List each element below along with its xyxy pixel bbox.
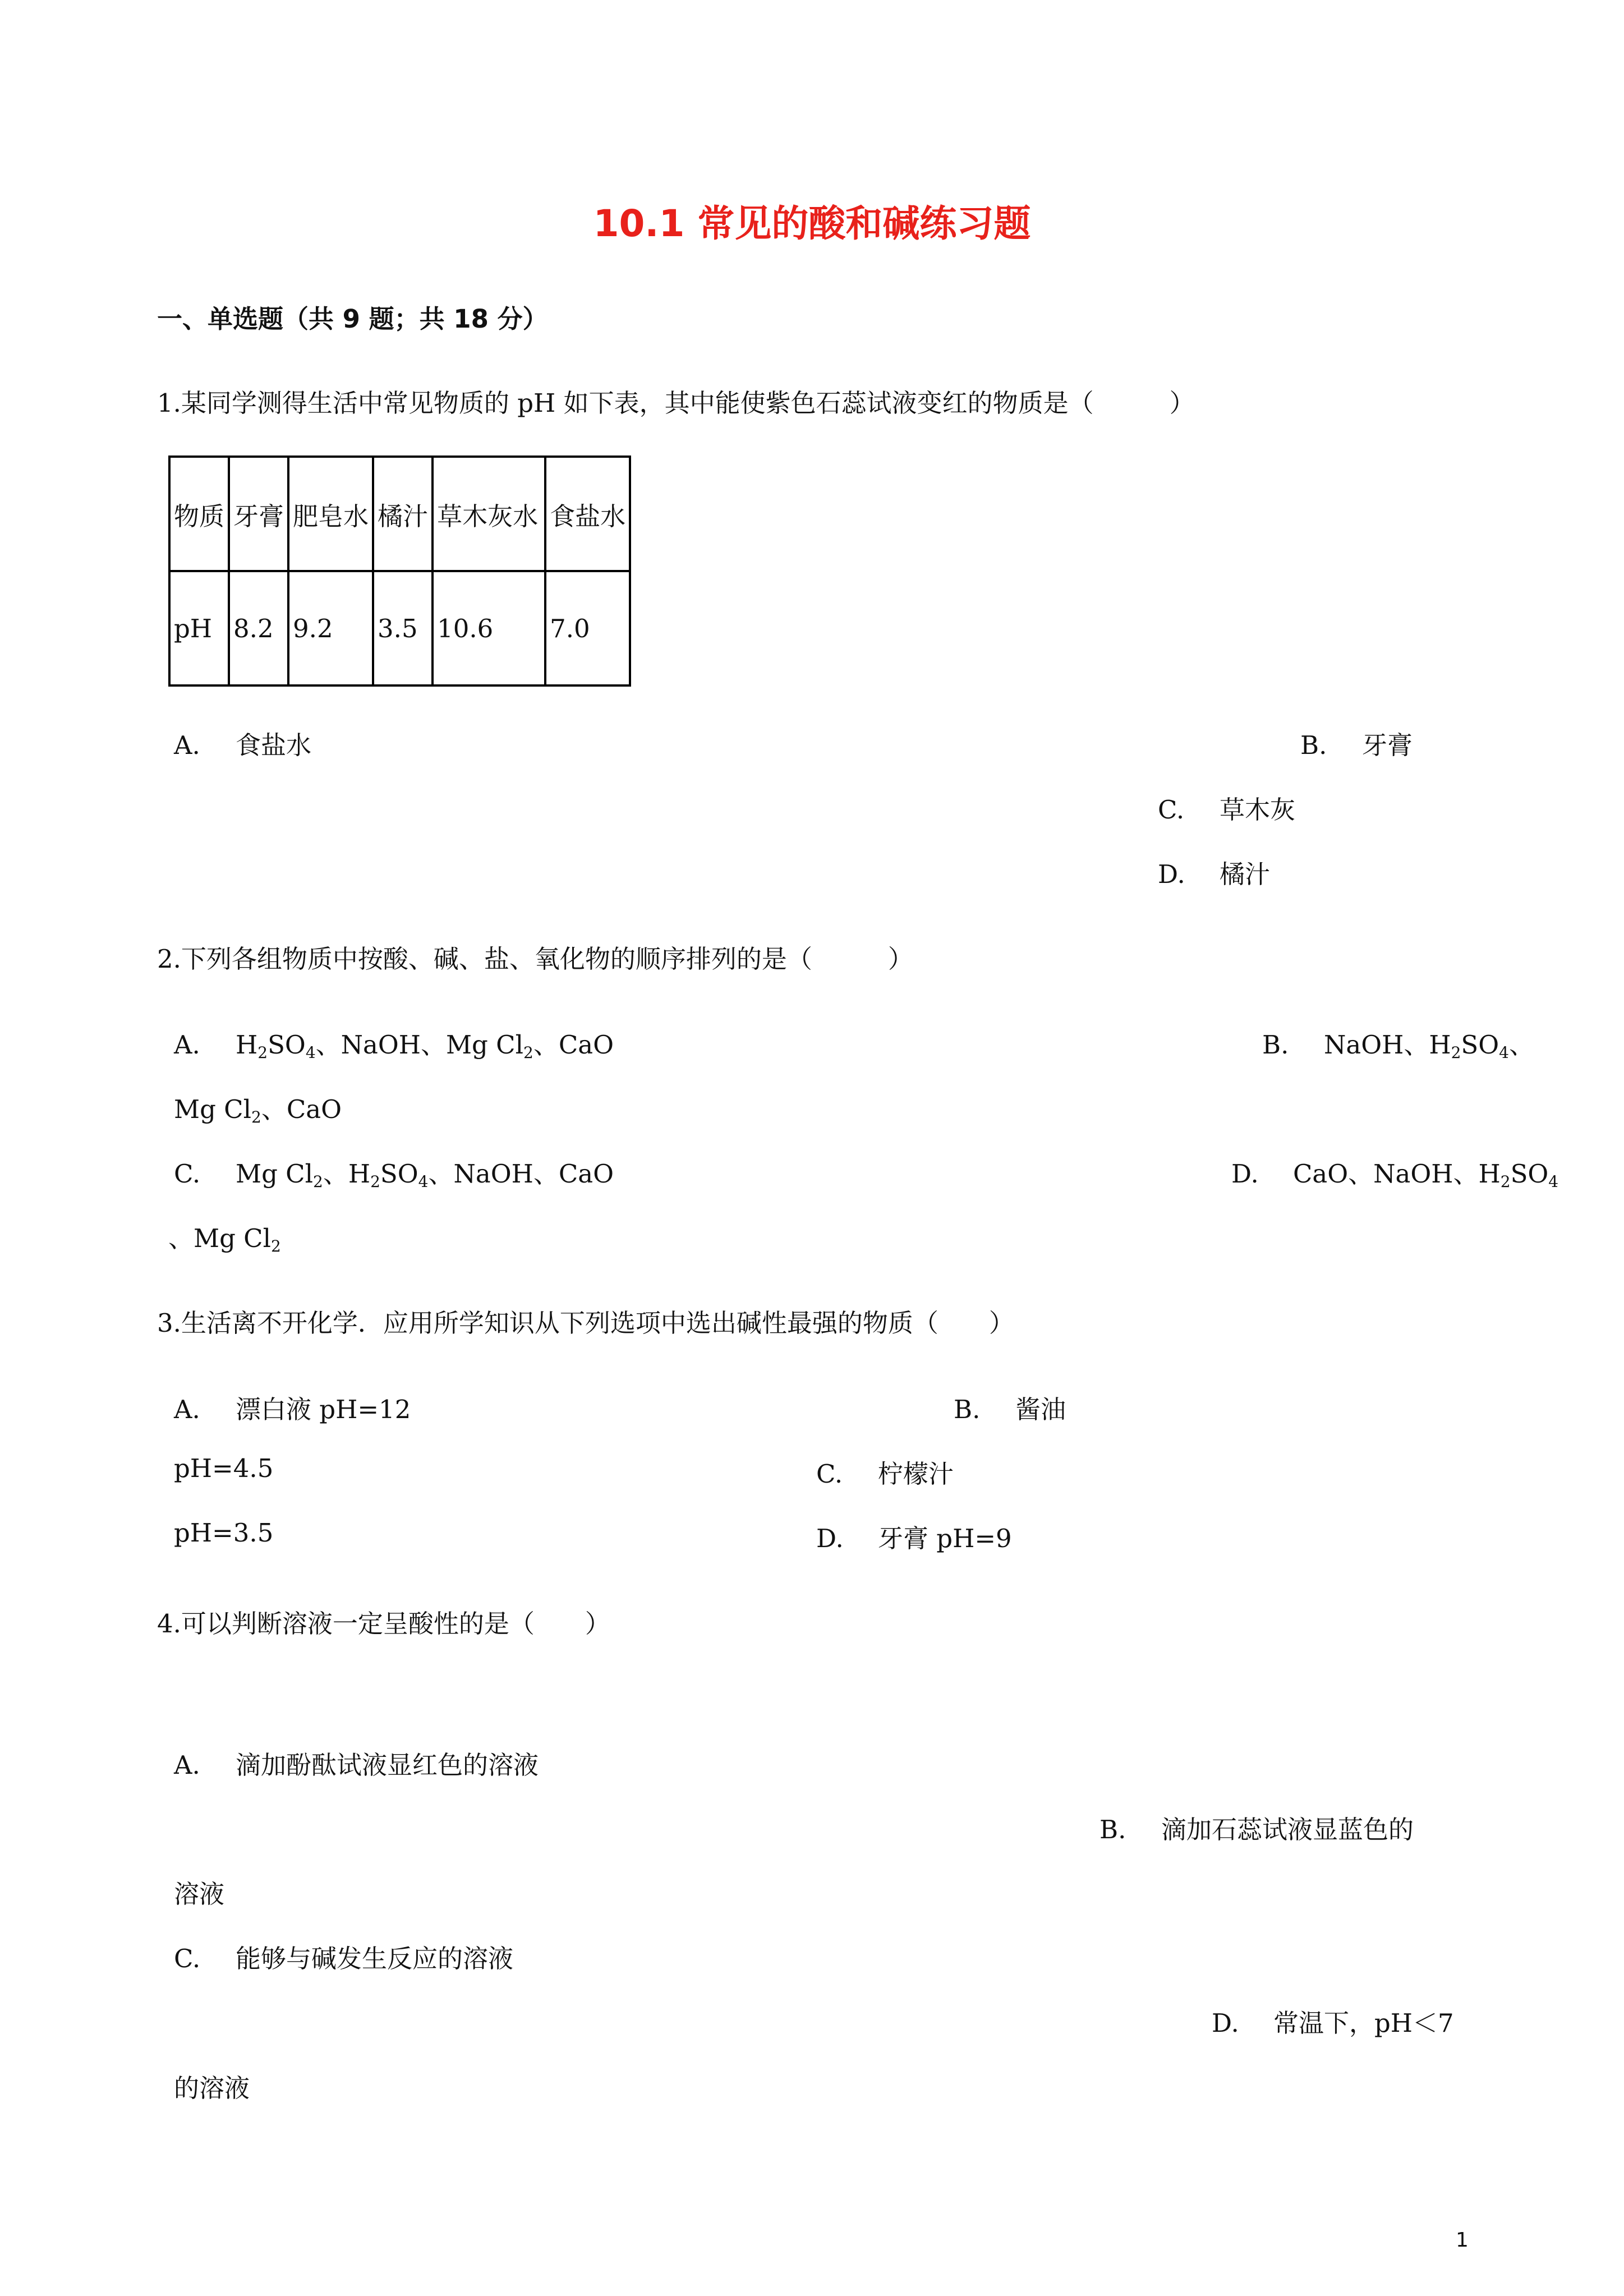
option-letter: B.	[1099, 1815, 1126, 1844]
table-cell: 食盐水	[545, 457, 630, 571]
option-text: NaOH、$H_2SO_4$、	[1324, 1030, 1534, 1062]
question-1-stem: 1.某同学测得生活中常见物质的 pH 如下表，其中能使紫色石蕊试液变红的物质是（ ）	[157, 388, 1195, 418]
question-2-stem: 2.下列各组物质中按酸、碱、盐、氧化物的顺序排列的是（ ）	[157, 944, 913, 974]
table-cell: 10.6	[433, 571, 545, 685]
ph-table	[168, 455, 631, 687]
option-letter: C.	[816, 1459, 843, 1489]
q2-option-b-continued: Mg $Cl_2$、CaO	[174, 1094, 342, 1126]
q1-option-d[interactable]	[1158, 854, 1270, 890]
option-text: 能够与碱发生反应的溶液	[236, 1944, 514, 1973]
q1-option-b[interactable]	[1300, 725, 1413, 761]
option-letter: B.	[1300, 730, 1327, 760]
q3-option-a[interactable]	[174, 1389, 411, 1425]
section-heading: 一、单选题（共 9 题；共 18 分）	[157, 304, 548, 334]
option-letter: A.	[174, 1750, 200, 1780]
q2-option-a[interactable]	[174, 1024, 614, 1062]
option-letter: D.	[1212, 2008, 1239, 2038]
table-cell: 物质	[169, 457, 229, 571]
table-cell: 牙膏	[229, 457, 288, 571]
q3-option-c-continued: pH=3.5	[174, 1518, 274, 1548]
option-text: 漂白液 pH=12	[236, 1395, 411, 1424]
option-letter: A.	[174, 730, 200, 760]
q2-option-c[interactable]	[174, 1153, 614, 1191]
q2-option-b[interactable]	[1262, 1024, 1534, 1062]
option-letter: D.	[816, 1524, 844, 1553]
table-cell: 8.2	[229, 571, 288, 685]
option-text: 滴加石蕊试液显蓝色的	[1161, 1815, 1414, 1844]
table-row	[169, 571, 630, 685]
option-text: 常温下，pH＜7	[1273, 2008, 1454, 2038]
q3-option-b[interactable]	[954, 1389, 1066, 1425]
page-number: 1	[1456, 2229, 1469, 2252]
option-text: 牙膏 pH=9	[878, 1524, 1012, 1553]
option-text: 牙膏	[1362, 730, 1413, 760]
q3-option-d[interactable]	[816, 1518, 1012, 1554]
q4-option-c[interactable]	[174, 1938, 513, 1975]
option-text: 滴加酚酞试液显红色的溶液	[236, 1750, 539, 1780]
q4-option-a[interactable]	[174, 1745, 539, 1781]
q2-option-d-continued: 、Mg $Cl_2$	[168, 1223, 281, 1255]
option-text: 食盐水	[236, 730, 312, 760]
q1-option-a[interactable]	[174, 725, 311, 761]
q3-option-c[interactable]	[816, 1453, 954, 1490]
option-letter: B.	[954, 1395, 981, 1424]
option-letter: A.	[174, 1030, 200, 1060]
table-cell: 9.2	[288, 571, 373, 685]
option-letter: C.	[174, 1159, 201, 1189]
option-text: CaO、NaOH、$H_2SO_4$	[1293, 1159, 1559, 1191]
q4-option-d[interactable]	[1212, 2003, 1454, 2039]
option-letter: A.	[174, 1395, 200, 1424]
option-text: Mg $Cl_2$、$H_2SO_4$、NaOH、CaO	[236, 1159, 614, 1191]
q4-option-d-continued: 的溶液	[174, 2073, 250, 2103]
question-3-stem: 3.生活离不开化学．应用所学知识从下列选项中选出碱性最强的物质（ ）	[157, 1308, 1014, 1338]
q4-option-b-continued: 溶液	[174, 1879, 225, 1909]
table-cell: 草木灰水	[433, 457, 545, 571]
q2-option-d[interactable]	[1231, 1153, 1558, 1191]
option-letter: C.	[174, 1944, 201, 1973]
table-cell: 7.0	[545, 571, 630, 685]
table-cell: 3.5	[373, 571, 433, 685]
option-letter: B.	[1262, 1030, 1289, 1060]
table-cell: pH	[169, 571, 229, 685]
option-text: $H_2SO_4$、NaOH、Mg $Cl_2$、CaO	[236, 1030, 614, 1062]
page-title: 10.1 常见的酸和碱练习题	[593, 202, 1031, 245]
option-letter: D.	[1231, 1159, 1259, 1189]
q3-option-b-continued: pH=4.5	[174, 1453, 274, 1483]
q4-option-b[interactable]	[1099, 1809, 1414, 1846]
option-letter: D.	[1158, 859, 1185, 889]
option-text: 柠檬汁	[878, 1459, 954, 1489]
option-text: 草木灰	[1220, 795, 1296, 825]
question-4-stem: 4.可以判断溶液一定呈酸性的是（ ）	[157, 1609, 610, 1639]
option-letter: C.	[1158, 795, 1185, 825]
table-cell: 肥皂水	[288, 457, 373, 571]
q1-option-c[interactable]	[1158, 789, 1295, 826]
option-text: 橘汁	[1220, 859, 1271, 889]
table-cell: 橘汁	[373, 457, 433, 571]
option-text: 酱油	[1015, 1395, 1066, 1424]
table-row	[169, 457, 630, 571]
